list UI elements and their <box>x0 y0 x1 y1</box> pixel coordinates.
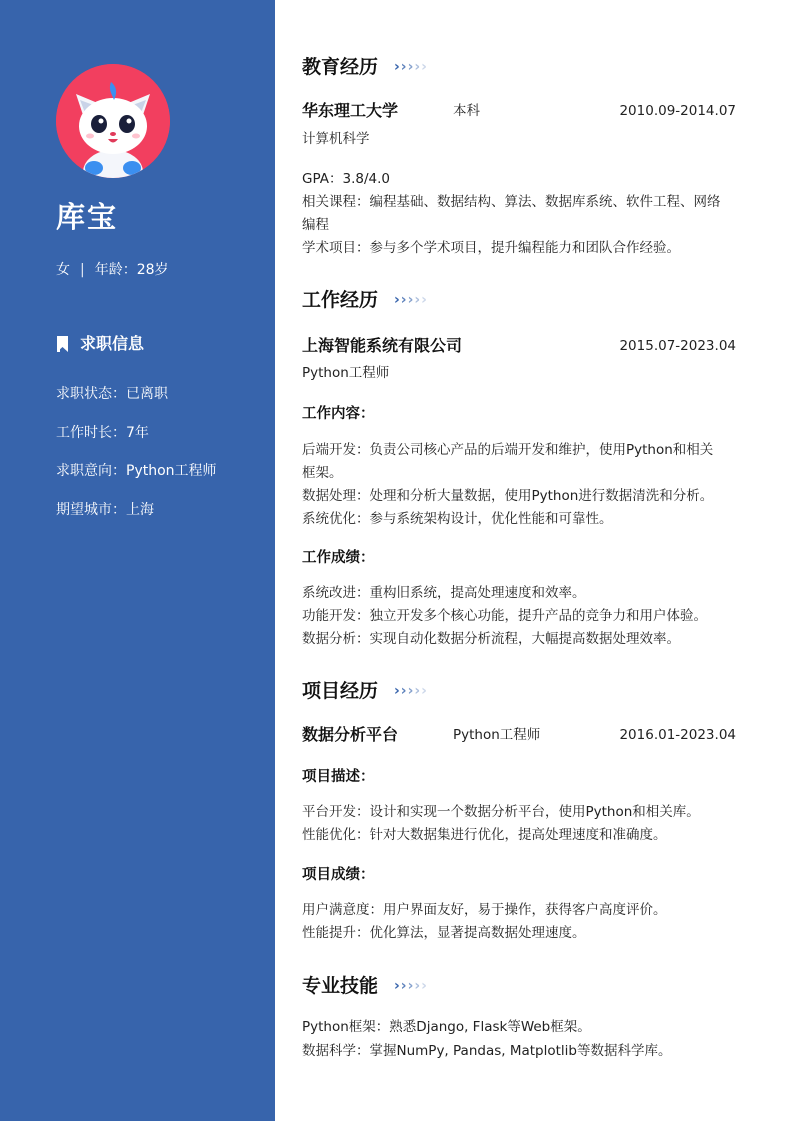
job-intent-list <box>56 383 217 537</box>
chevron-glyph: › <box>421 292 427 308</box>
education-line: 编程 <box>302 217 329 233</box>
candidate-name: 库宝 <box>56 200 119 234</box>
job-position: Python工程师 <box>302 365 390 381</box>
chevron-right-icon <box>394 293 428 307</box>
project-desc-title: 项目描述： <box>302 769 375 785</box>
major: 计算机科学 <box>302 131 370 147</box>
chevron-glyph: › <box>421 683 427 699</box>
education-line: 相关课程：编程基础、数据结构、算法、数据库系统、软件工程、网络 <box>302 194 721 210</box>
work-content-line: 数据处理：处理和分析大量数据，使用Python进行数据清洗和分析。 <box>302 488 714 504</box>
chevron-right-icon <box>394 979 428 993</box>
chevron-glyph: › <box>414 292 421 308</box>
chevron-glyph: › <box>421 59 427 75</box>
job-intent-heading <box>56 333 144 355</box>
chevron-glyph: › <box>400 978 407 994</box>
section-work-title: 工作经历 › › › › › <box>302 289 427 311</box>
chevron-glyph: › <box>414 683 421 699</box>
work-content-line: 系统优化：参与系统架构设计，优化性能和可靠性。 <box>302 511 613 527</box>
chevron-glyph: › <box>414 59 421 75</box>
chevron-right-icon <box>394 684 428 698</box>
chevron-glyph: › <box>394 683 400 699</box>
work-content-title: 工作内容： <box>302 406 375 422</box>
chevron-glyph: › <box>407 292 414 308</box>
chevron-glyph: › <box>394 59 400 75</box>
chevron-glyph: › <box>394 978 400 994</box>
work-achieve-line: 系统改进：重构旧系统，提高处理速度和效率。 <box>302 585 586 601</box>
project-role: Python工程师 <box>453 727 541 743</box>
education-line: 学术项目：参与多个学术项目，提升编程能力和团队合作经验。 <box>302 240 680 256</box>
project-name: 数据分析平台 <box>302 725 399 744</box>
chevron-glyph: › <box>407 978 414 994</box>
bookmark-icon <box>56 336 69 352</box>
degree: 本科 <box>453 103 480 119</box>
chevron-glyph: › <box>400 59 407 75</box>
chevron-glyph: › <box>421 978 427 994</box>
work-period: 2015.07-2023.04 <box>619 338 736 354</box>
work-achieve-line: 数据分析：实现自动化数据分析流程，大幅提高数据处理效率。 <box>302 631 680 647</box>
project-achieve-title: 项目成绩： <box>302 867 375 883</box>
gender: 女 <box>56 262 70 278</box>
company-name: 上海智能系统有限公司 <box>302 336 463 355</box>
avatar <box>56 64 170 178</box>
education-header <box>302 100 736 124</box>
job-intent-title: 求职信息 <box>80 334 145 353</box>
chevron-glyph: › <box>394 292 400 308</box>
skill-line: 数据科学：掌握NumPy, Pandas, Matplotlib等数据科学库。 <box>302 1043 672 1059</box>
desired-position: 求职意向：Python工程师 <box>56 463 217 479</box>
chevron-glyph: › <box>414 978 421 994</box>
chevron-glyph: › <box>407 59 414 75</box>
chevron-glyph: › <box>400 292 407 308</box>
section-project-title: 项目经历 › › › › › <box>302 680 427 702</box>
project-desc-line: 性能优化：针对大数据集进行优化，提高处理速度和准确度。 <box>302 827 667 843</box>
job-status: 求职状态：已离职 <box>56 386 168 402</box>
project-period: 2016.01-2023.04 <box>619 727 736 743</box>
chevron-glyph: › <box>400 683 407 699</box>
sidebar <box>0 0 275 1121</box>
chevron-glyph: › <box>407 683 414 699</box>
project-desc-line: 平台开发：设计和实现一个数据分析平台，使用Python和相关库。 <box>302 804 700 820</box>
skill-line: Python框架：熟悉Django, Flask等Web框架。 <box>302 1019 591 1035</box>
project-achieve-line: 性能提升：优化算法，显著提高数据处理速度。 <box>302 925 586 941</box>
chevron-right-icon <box>394 60 428 74</box>
work-achieve-line: 功能开发：独立开发多个核心功能，提升产品的竞争力和用户体验。 <box>302 608 707 624</box>
education-line: GPA：3.8/4.0 <box>302 171 390 187</box>
separator: | <box>80 262 85 278</box>
age: 年龄：28岁 <box>94 262 169 278</box>
work-years: 工作时长：7年 <box>56 424 149 441</box>
basic-info <box>56 260 169 280</box>
project-header <box>302 724 736 748</box>
desired-city: 期望城市：上海 <box>56 501 154 518</box>
cat-mascot-icon <box>56 64 170 178</box>
work-content-line: 框架。 <box>302 465 343 481</box>
section-education-title: 教育经历 › › › › › <box>302 56 427 78</box>
work-content-line: 后端开发：负责公司核心产品的后端开发和维护，使用Python和相关 <box>302 442 714 458</box>
work-achieve-title: 工作成绩： <box>302 550 375 566</box>
school-name: 华东理工大学 <box>302 101 399 120</box>
education-period: 2010.09-2014.07 <box>619 103 736 119</box>
project-achieve-line: 用户满意度：用户界面友好，易于操作，获得客户高度评价。 <box>302 902 667 918</box>
work-header <box>302 335 736 359</box>
section-skills-title: 专业技能 › › › › › <box>302 975 427 997</box>
